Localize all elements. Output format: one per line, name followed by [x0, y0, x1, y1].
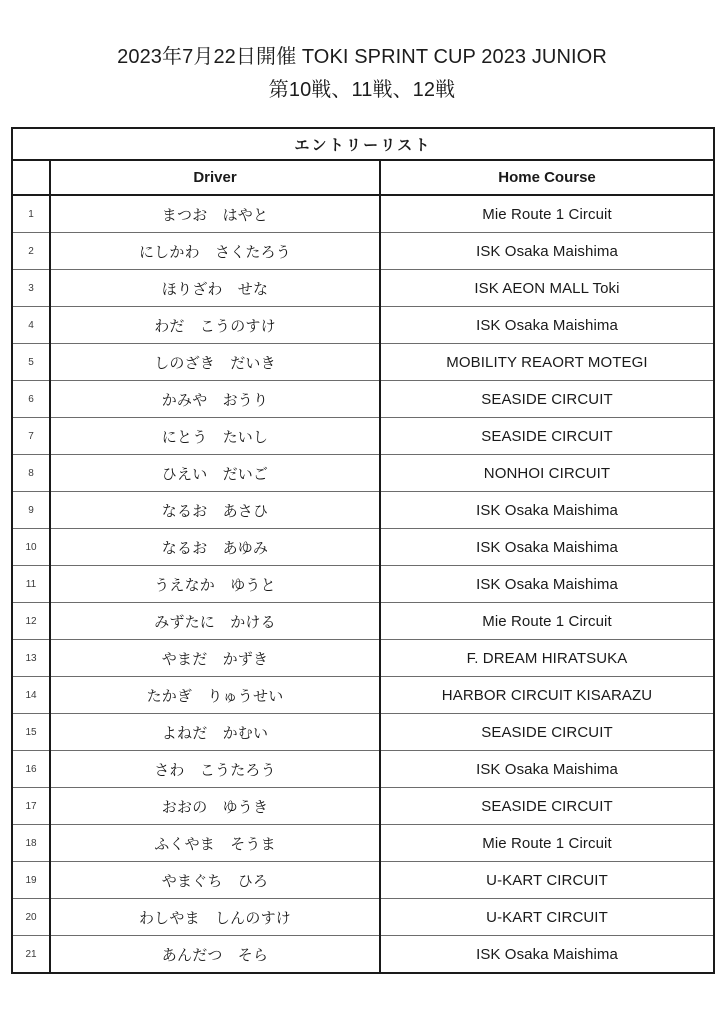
entry-home-course: ISK Osaka Maishima [380, 751, 714, 788]
table-row [12, 270, 714, 307]
entry-number: 2 [12, 233, 50, 270]
table-row [12, 344, 714, 381]
table-row [12, 603, 714, 640]
entry-number: 20 [12, 899, 50, 936]
entry-driver-name: やまぐち ひろ [50, 862, 380, 899]
entry-number: 18 [12, 825, 50, 862]
entry-number: 12 [12, 603, 50, 640]
event-title-line-2: 第10戦、11戦、12戦 [268, 79, 456, 101]
entry-number: 6 [12, 381, 50, 418]
entry-home-course: HARBOR CIRCUIT KISARAZU [380, 677, 714, 714]
entry-driver-name: しのざき だいき [50, 344, 380, 381]
table-caption: エントリーリスト [12, 128, 714, 160]
entry-home-course: ISK Osaka Maishima [380, 233, 714, 270]
entry-home-course: ISK Osaka Maishima [380, 307, 714, 344]
entry-home-course: ISK Osaka Maishima [380, 566, 714, 603]
entry-number: 5 [12, 344, 50, 381]
table-row [12, 788, 714, 825]
entry-list-table-container [11, 127, 713, 974]
table-row [12, 307, 714, 344]
entry-number: 15 [12, 714, 50, 751]
table-row [12, 492, 714, 529]
entry-number: 1 [12, 195, 50, 233]
entry-home-course: Mie Route 1 Circuit [380, 195, 714, 233]
entry-number: 3 [12, 270, 50, 307]
table-row [12, 825, 714, 862]
entry-home-course: ISK Osaka Maishima [380, 529, 714, 566]
entry-driver-name: にしかわ さくたろう [50, 233, 380, 270]
entry-driver-name: にとう たいし [50, 418, 380, 455]
table-row [12, 936, 714, 974]
entry-home-course: SEASIDE CIRCUIT [380, 381, 714, 418]
table-row [12, 862, 714, 899]
table-header-row [12, 160, 714, 195]
entry-number: 14 [12, 677, 50, 714]
entry-driver-name: よねだ かむい [50, 714, 380, 751]
table-row [12, 640, 714, 677]
entry-driver-name: おおの ゆうき [50, 788, 380, 825]
table-row [12, 566, 714, 603]
entry-number: 9 [12, 492, 50, 529]
entry-home-course: Mie Route 1 Circuit [380, 825, 714, 862]
entry-number: 21 [12, 936, 50, 974]
table-row [12, 455, 714, 492]
entry-number: 8 [12, 455, 50, 492]
table-row [12, 195, 714, 233]
table-row [12, 677, 714, 714]
entry-home-course: U-KART CIRCUIT [380, 899, 714, 936]
entry-number: 7 [12, 418, 50, 455]
entry-home-course: Mie Route 1 Circuit [380, 603, 714, 640]
entry-driver-name: かみや おうり [50, 381, 380, 418]
entry-driver-name: やまだ かずき [50, 640, 380, 677]
column-header-driver: Driver [50, 160, 380, 195]
table-caption-row [12, 128, 714, 160]
entry-driver-name: わしやま しんのすけ [50, 899, 380, 936]
entry-driver-name: あんだつ そら [50, 936, 380, 974]
entry-home-course: U-KART CIRCUIT [380, 862, 714, 899]
table-row [12, 418, 714, 455]
entry-number: 4 [12, 307, 50, 344]
table-row [12, 233, 714, 270]
entry-number: 11 [12, 566, 50, 603]
table-row [12, 751, 714, 788]
entry-driver-name: うえなか ゆうと [50, 566, 380, 603]
entry-number: 10 [12, 529, 50, 566]
table-row [12, 381, 714, 418]
entry-home-course: MOBILITY REAORT MOTEGI [380, 344, 714, 381]
entry-home-course: SEASIDE CIRCUIT [380, 788, 714, 825]
entry-number: 16 [12, 751, 50, 788]
entry-driver-name: まつお はやと [50, 195, 380, 233]
entry-driver-name: みずたに かける [50, 603, 380, 640]
entry-home-course: SEASIDE CIRCUIT [380, 714, 714, 751]
event-title-line-1: 2023年7月22日開催 TOKI SPRINT CUP 2023 JUNIOR [117, 46, 607, 68]
column-header-home-course: Home Course [380, 160, 714, 195]
entry-home-course: ISK AEON MALL Toki [380, 270, 714, 307]
entry-home-course: NONHOI CIRCUIT [380, 455, 714, 492]
table-body [12, 195, 714, 973]
entry-driver-name: ひえい だいご [50, 455, 380, 492]
entry-driver-name: ほりざわ せな [50, 270, 380, 307]
entry-number: 17 [12, 788, 50, 825]
entry-number: 19 [12, 862, 50, 899]
entry-list-table [11, 127, 715, 974]
column-header-number [12, 160, 50, 195]
entry-home-course: SEASIDE CIRCUIT [380, 418, 714, 455]
entry-driver-name: さわ こうたろう [50, 751, 380, 788]
entry-driver-name: わだ こうのすけ [50, 307, 380, 344]
entry-home-course: F. DREAM HIRATSUKA [380, 640, 714, 677]
entry-home-course: ISK Osaka Maishima [476, 945, 618, 963]
table-row [12, 899, 714, 936]
table-row [12, 714, 714, 751]
entry-number: 13 [12, 640, 50, 677]
document-header [0, 0, 724, 105]
entry-driver-name: なるお あゆみ [50, 529, 380, 566]
table-head [12, 128, 714, 195]
entry-driver-name: たかぎ りゅうせい [50, 677, 380, 714]
table-row [12, 529, 714, 566]
entry-home-course: ISK Osaka Maishima [380, 492, 714, 529]
entry-driver-name: ふくやま そうま [50, 825, 380, 862]
entry-driver-name: なるお あさひ [50, 492, 380, 529]
